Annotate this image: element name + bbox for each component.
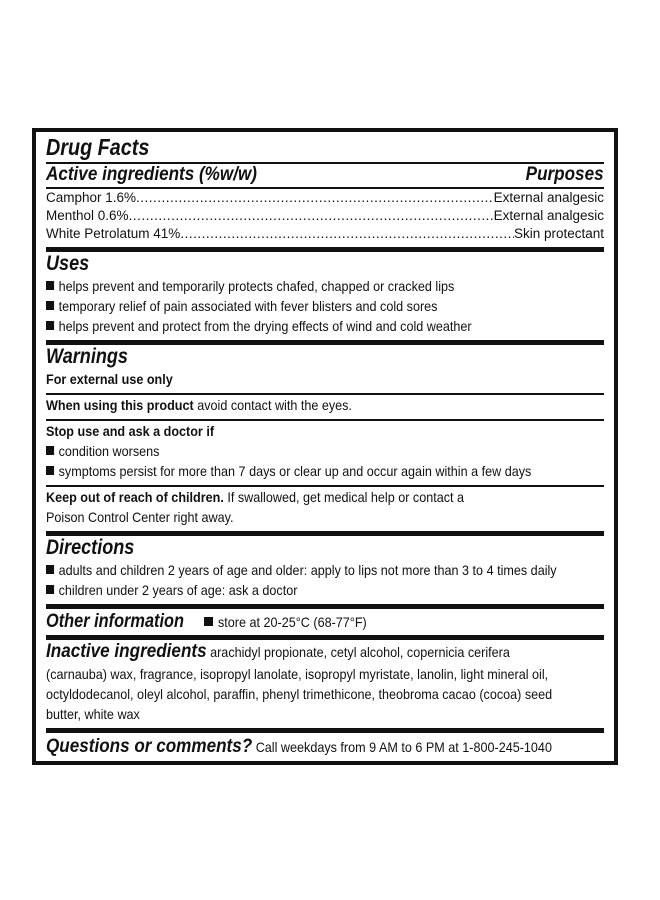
drug-facts-panel xyxy=(32,128,618,765)
ingredient-purpose: External analgesic xyxy=(493,208,604,223)
keep-out-label: Keep out of reach of children. xyxy=(46,489,224,505)
leader-dots xyxy=(136,189,494,207)
ingredient-row xyxy=(46,207,604,225)
bullet-square-icon xyxy=(204,617,213,626)
ingredient-purpose: External analgesic xyxy=(493,190,604,205)
keep-out-line xyxy=(46,487,548,507)
keep-out-line-2: Poison Control Center right away. xyxy=(46,509,234,525)
inactive-line-4: butter, white wax xyxy=(46,706,140,722)
purposes-heading: Purposes xyxy=(526,164,604,185)
list-item-text: symptoms persist for more than 7 days or clear up and occur again within a few days xyxy=(58,463,532,479)
list-item xyxy=(46,461,548,485)
uses-section xyxy=(46,247,604,340)
uses-heading: Uses xyxy=(46,252,90,275)
active-ingredients-heading: Active ingredients (%w/w) xyxy=(46,164,257,185)
questions-line xyxy=(46,733,552,761)
list-item xyxy=(46,441,548,461)
bullet-square-icon xyxy=(46,321,54,330)
list-item xyxy=(46,276,548,296)
ingredient-name: White Petrolatum 41% xyxy=(46,226,181,241)
directions-heading: Directions xyxy=(46,536,135,559)
bullet-square-icon xyxy=(46,466,54,475)
inactive-text-1: arachidyl propionate, cetyl alcohol, copernicia cerifera xyxy=(206,644,510,660)
other-information-section xyxy=(46,604,604,635)
list-item xyxy=(46,316,548,340)
ingredient-name: Menthol 0.6% xyxy=(46,208,129,223)
when-using-line xyxy=(46,395,548,419)
bullet-square-icon xyxy=(46,446,54,455)
ingredient-row xyxy=(46,189,604,207)
leader-dots xyxy=(180,225,514,243)
list-item-text: condition worsens xyxy=(58,443,160,459)
list-item-text: adults and children 2 years of age and older: apply to lips not more than 3 to 4 times daily xyxy=(58,562,557,578)
inactive-line-1 xyxy=(46,640,548,664)
keep-out-text: If swallowed, get medical help or contact a xyxy=(223,489,465,505)
other-information-heading: Other information xyxy=(46,611,184,632)
drug-facts-title: Drug Facts xyxy=(46,134,150,160)
stop-use-label: Stop use and ask a doctor if xyxy=(46,423,215,439)
external-use-line xyxy=(46,369,548,393)
list-item xyxy=(46,560,557,580)
bullet-square-icon xyxy=(46,585,54,594)
when-using-text: avoid contact with the eyes. xyxy=(193,397,352,413)
questions-section xyxy=(46,728,604,761)
warnings-section xyxy=(46,340,604,531)
stop-use-line xyxy=(46,421,548,441)
when-using-label: When using this product xyxy=(46,397,194,413)
inactive-line-3: octyldodecanol, oleyl alcohol, paraffin, phenyl trimethicone, theobroma cacao (cocoa) seed xyxy=(46,686,553,702)
warnings-heading: Warnings xyxy=(46,345,128,368)
inactive-ingredients-section xyxy=(46,635,604,728)
other-information-line xyxy=(46,609,604,635)
active-ingredients-section xyxy=(46,132,604,247)
list-item-text: temporary relief of pain associated with fever blisters and cold sores xyxy=(58,298,438,314)
questions-text: Call weekdays from 9 AM to 6 PM at 1-800-245-1040 xyxy=(252,739,552,755)
inactive-line-2: (carnauba) wax, fragrance, isopropyl lanolate, isopropyl myristate, lanolin, light mineral oil, xyxy=(46,666,549,682)
bullet-square-icon xyxy=(46,301,54,310)
active-ingredients-header xyxy=(46,164,604,189)
inactive-ingredients-heading: Inactive ingredients xyxy=(46,641,207,662)
bullet-square-icon xyxy=(46,281,54,290)
ingredient-purpose: Skin protectant xyxy=(513,226,604,241)
list-item-text: children under 2 years of age: ask a doctor xyxy=(58,582,298,598)
ingredient-row xyxy=(46,225,604,247)
ingredient-name: Camphor 1.6% xyxy=(46,190,137,205)
list-item-text: helps prevent and protect from the drying effects of wind and cold weather xyxy=(58,318,472,334)
questions-heading: Questions or comments? xyxy=(46,736,253,757)
list-item xyxy=(46,296,548,316)
storage-text: store at 20-25°C (68-77°F) xyxy=(218,614,368,630)
leader-dots xyxy=(129,207,494,225)
list-item-text: helps prevent and temporarily protects chafed, chapped or cracked lips xyxy=(58,278,455,294)
external-use-text: For external use only xyxy=(46,371,173,387)
list-item xyxy=(46,580,548,604)
bullet-square-icon xyxy=(46,565,54,574)
directions-section xyxy=(46,531,604,604)
